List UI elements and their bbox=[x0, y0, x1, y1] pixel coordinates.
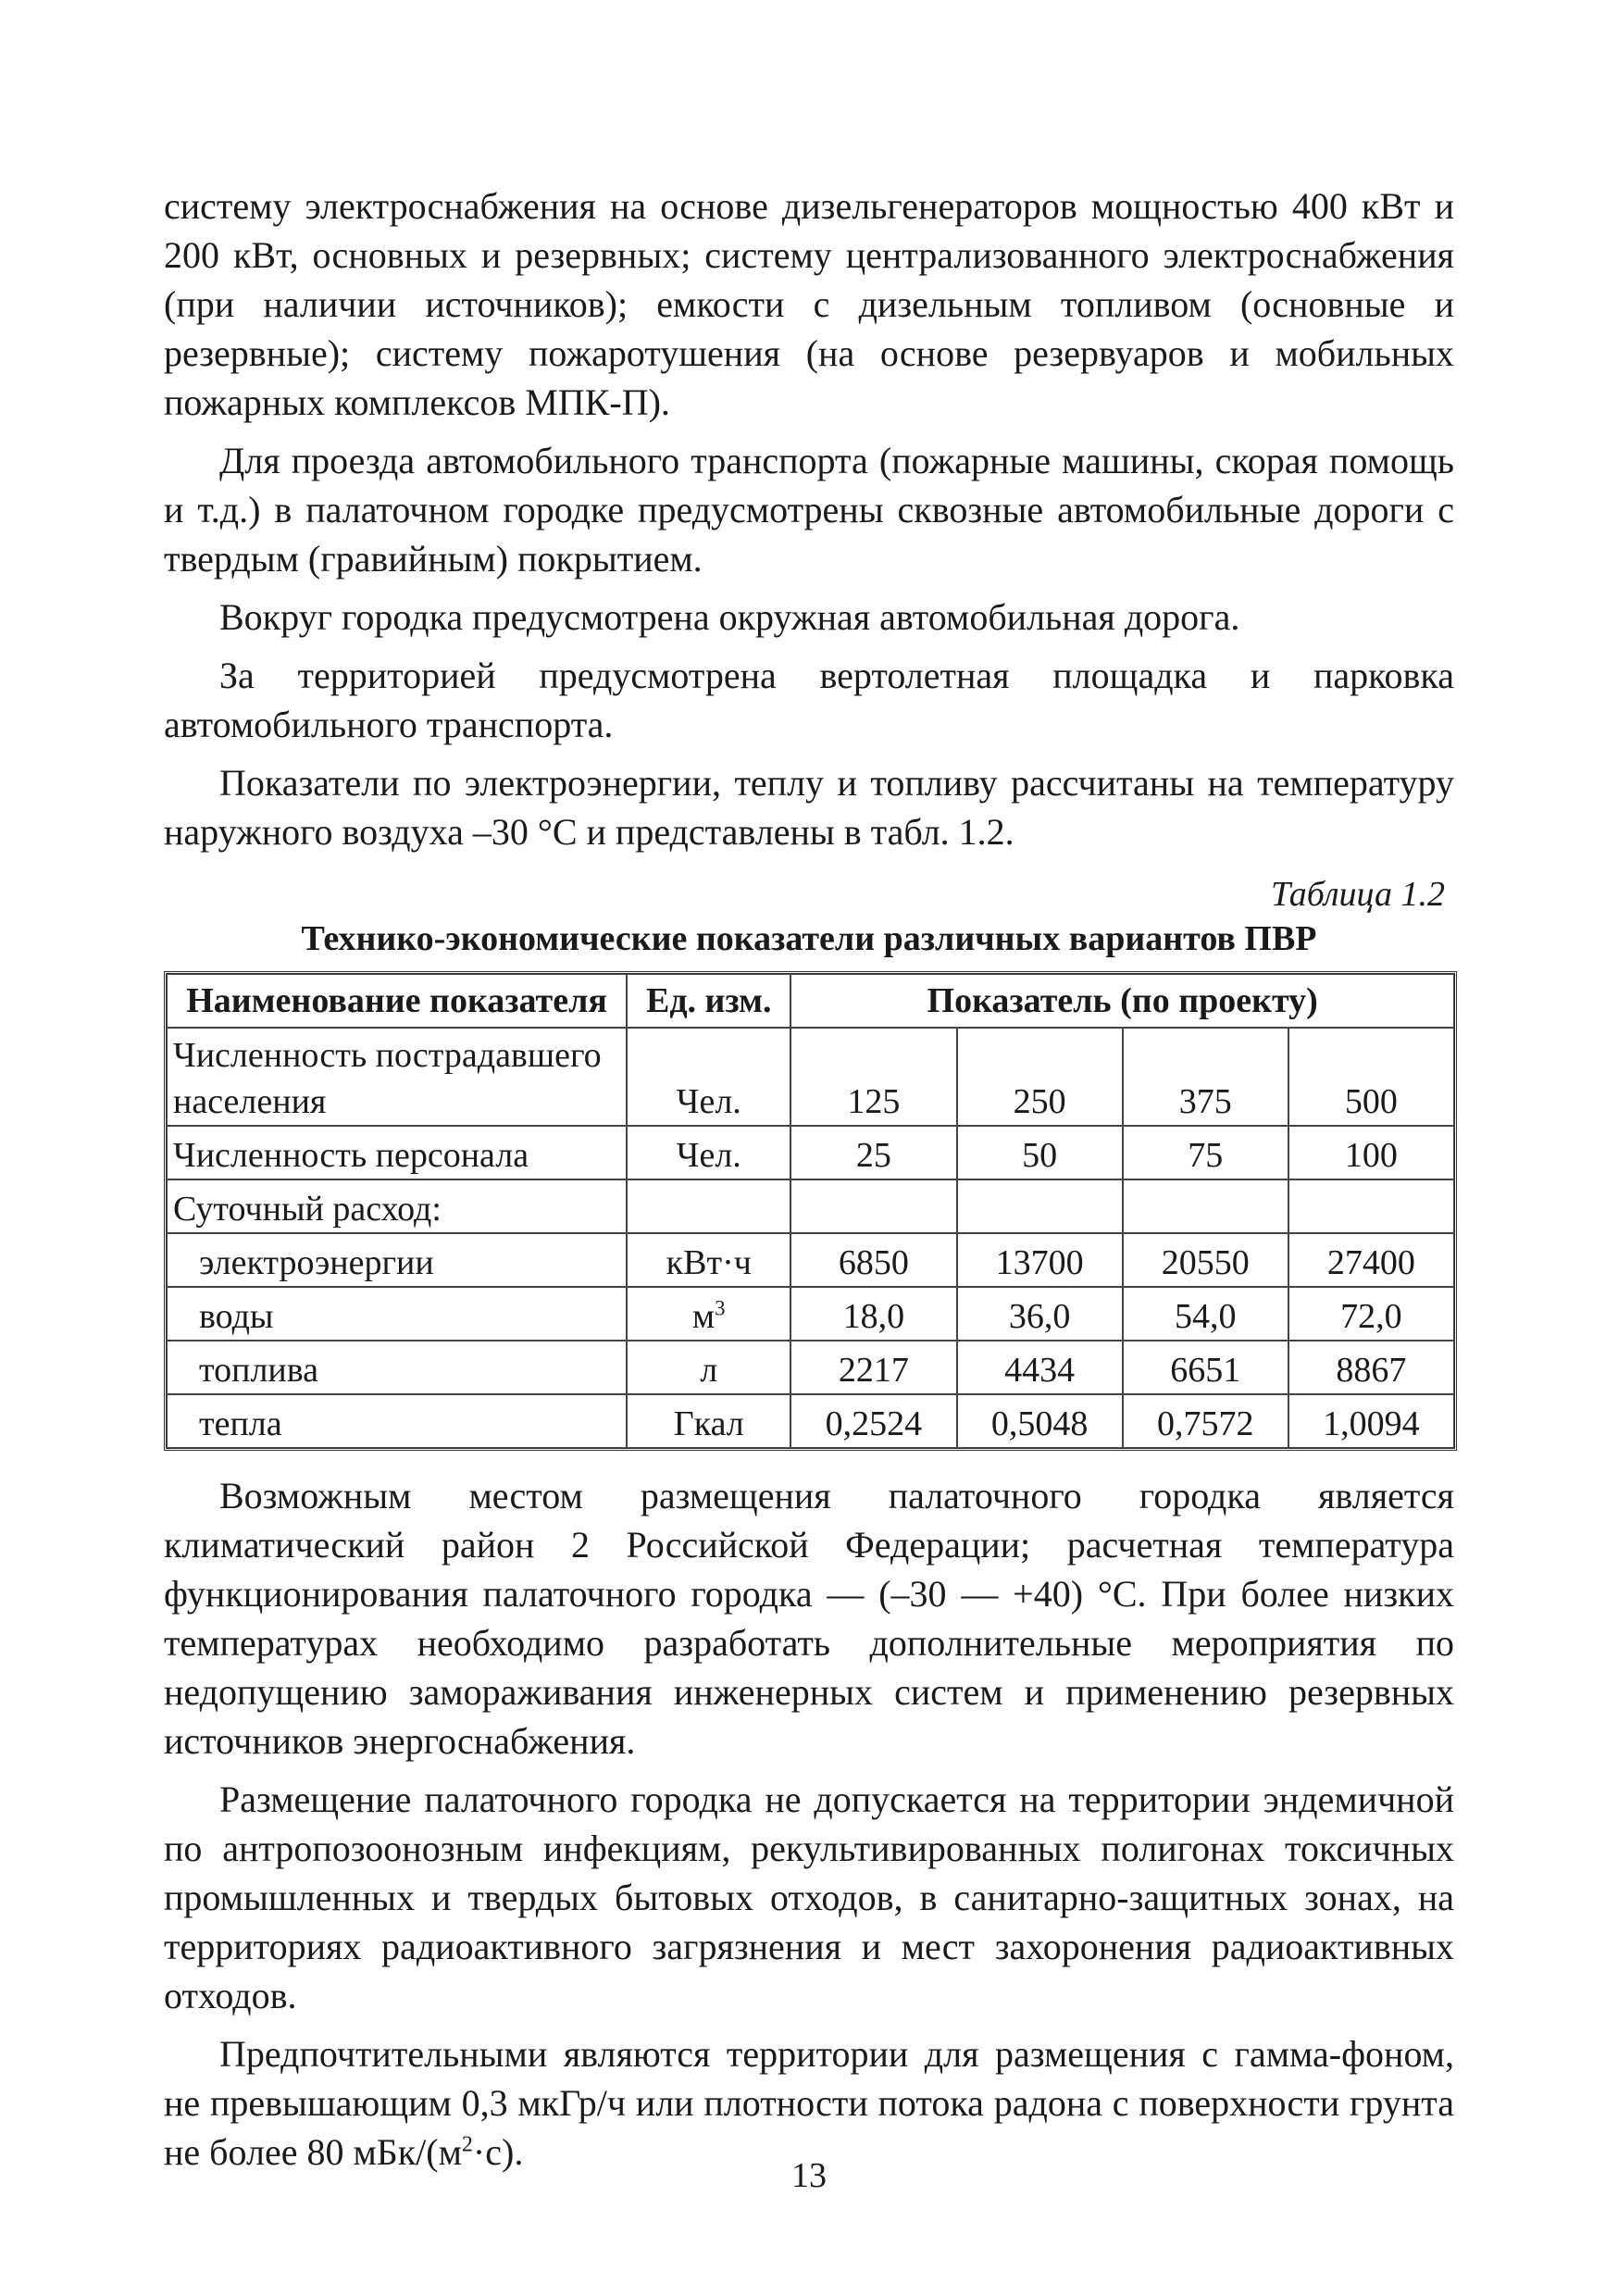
header-name: Наименование показателя bbox=[167, 974, 627, 1028]
paragraph-indicators: Показатели по электроэнергии, теплу и топливу рассчитаны на температуру наружного воздуха –30 °С и представлены в табл. 1.2. bbox=[164, 762, 1454, 853]
row-unit: Чел. bbox=[627, 1028, 790, 1126]
row-name: электроэнергии bbox=[167, 1233, 627, 1287]
paragraph-ring-road: Вокруг городка предусмотрена окружная автомобильная дорога. bbox=[219, 596, 1240, 638]
row-name: тепла bbox=[167, 1394, 627, 1448]
row-name: Суточный расход: bbox=[167, 1179, 627, 1233]
table-row bbox=[167, 1287, 1454, 1341]
paragraph-power-systems: систему электроснабжения на основе дизельгенераторов мощностью 400 кВт и 200 кВт, основных и резервных; систему централизованного электроснабжения (при наличии источников); емкости с дизельным топливом (основные и резервные); систему пожаротушения (на основе резервуаров и мобильных пожарных комплексов МПК-П). bbox=[164, 185, 1454, 423]
table-row bbox=[167, 1394, 1454, 1448]
header-unit: Ед. изм. bbox=[627, 974, 790, 1028]
row-unit: Чел. bbox=[627, 1126, 790, 1179]
row-value: 0,5048 bbox=[957, 1394, 1123, 1448]
indicators-table bbox=[164, 971, 1457, 1451]
row-value: 25 bbox=[790, 1126, 956, 1179]
row-value: 72,0 bbox=[1288, 1287, 1454, 1341]
row-unit bbox=[627, 1179, 790, 1233]
row-value: 375 bbox=[1123, 1028, 1288, 1126]
row-value: 0,2524 bbox=[790, 1394, 956, 1448]
row-value: 13700 bbox=[957, 1233, 1123, 1287]
row-value bbox=[1288, 1179, 1454, 1233]
row-unit: кВт·ч bbox=[627, 1233, 790, 1287]
row-value: 2217 bbox=[790, 1341, 956, 1394]
table-row bbox=[167, 1126, 1454, 1179]
row-value: 6850 bbox=[790, 1233, 956, 1287]
row-name: Численность персонала bbox=[167, 1126, 627, 1179]
paragraph-roads: Для проезда автомобильного транспорта (пожарные машины, скорая помощь и т.д.) в палаточном городке предусмотрены сквозные автомобильные дороги с твердым (гравийным) покрытием. bbox=[164, 440, 1454, 580]
table-row bbox=[167, 1233, 1454, 1287]
row-value: 500 bbox=[1288, 1028, 1454, 1126]
document-page bbox=[164, 181, 1454, 2177]
row-value: 4434 bbox=[957, 1341, 1123, 1394]
table-title: Технико-экономические показатели различных вариантов ПВР bbox=[301, 919, 1317, 958]
radiation-text-end: ·с). bbox=[472, 2131, 524, 2173]
table-row bbox=[167, 1179, 1454, 1233]
radiation-superscript: 2 bbox=[461, 2132, 473, 2157]
row-value: 6651 bbox=[1123, 1341, 1288, 1394]
row-name: топлива bbox=[167, 1341, 627, 1394]
row-unit: л bbox=[627, 1341, 790, 1394]
row-value bbox=[790, 1179, 956, 1233]
row-name: воды bbox=[167, 1287, 627, 1341]
row-name: Численность пострадавшего населения bbox=[167, 1028, 627, 1126]
radiation-text: Предпочтительными являются территории для размещения с гамма-фоном, не превышающим 0,3 мкГр/ч или плотности потока радона с поверхности грунта не более 80 мБк/(м bbox=[164, 2033, 1454, 2173]
row-value: 54,0 bbox=[1123, 1287, 1288, 1341]
row-unit: Гкал bbox=[627, 1394, 790, 1448]
row-value: 8867 bbox=[1288, 1341, 1454, 1394]
row-value: 125 bbox=[790, 1028, 956, 1126]
header-value: Показатель (по проекту) bbox=[790, 974, 1454, 1028]
table-row bbox=[167, 1028, 1454, 1126]
page-number: 13 bbox=[791, 2156, 827, 2195]
row-value: 50 bbox=[957, 1126, 1123, 1179]
row-value: 75 bbox=[1123, 1126, 1288, 1179]
table-row bbox=[167, 1341, 1454, 1394]
paragraph-restrictions: Размещение палаточного городка не допускается на территории эндемичной по антропозоонозным инфекциям, рекультивированных полигонах токсичных промышленных и твердых бытовых отходов, в санитарно-защитных зонах, на территориях радиоактивного загрязнения и мест захоронения радиоактивных отходов. bbox=[164, 1778, 1454, 2016]
row-value: 27400 bbox=[1288, 1233, 1454, 1287]
paragraph-location: Возможным местом размещения палаточного городка является климатический район 2 Российской Федерации; расчетная температура функционирования палаточного городка — (–30 — +40) °С. При более низких температурах необходимо разработать дополнительные мероприятия по недопущению замораживания инженерных систем и применению резервных источников энергоснабжения. bbox=[164, 1475, 1454, 1762]
row-unit bbox=[627, 1287, 790, 1341]
unit-superscript: 3 bbox=[715, 1296, 726, 1320]
row-value: 20550 bbox=[1123, 1233, 1288, 1287]
row-value: 0,7572 bbox=[1123, 1394, 1288, 1448]
table-caption: Таблица 1.2 bbox=[1271, 875, 1445, 914]
row-value bbox=[957, 1179, 1123, 1233]
row-value bbox=[1123, 1179, 1288, 1233]
row-value: 36,0 bbox=[957, 1287, 1123, 1341]
paragraph-helipad: За территорией предусмотрена вертолетная площадка и парковка автомобильного транспорта. bbox=[164, 655, 1454, 745]
row-value: 250 bbox=[957, 1028, 1123, 1126]
table-header-row bbox=[167, 974, 1454, 1028]
row-value: 100 bbox=[1288, 1126, 1454, 1179]
row-value: 1,0094 bbox=[1288, 1394, 1454, 1448]
unit-text: м bbox=[692, 1297, 716, 1336]
row-value: 18,0 bbox=[790, 1287, 956, 1341]
